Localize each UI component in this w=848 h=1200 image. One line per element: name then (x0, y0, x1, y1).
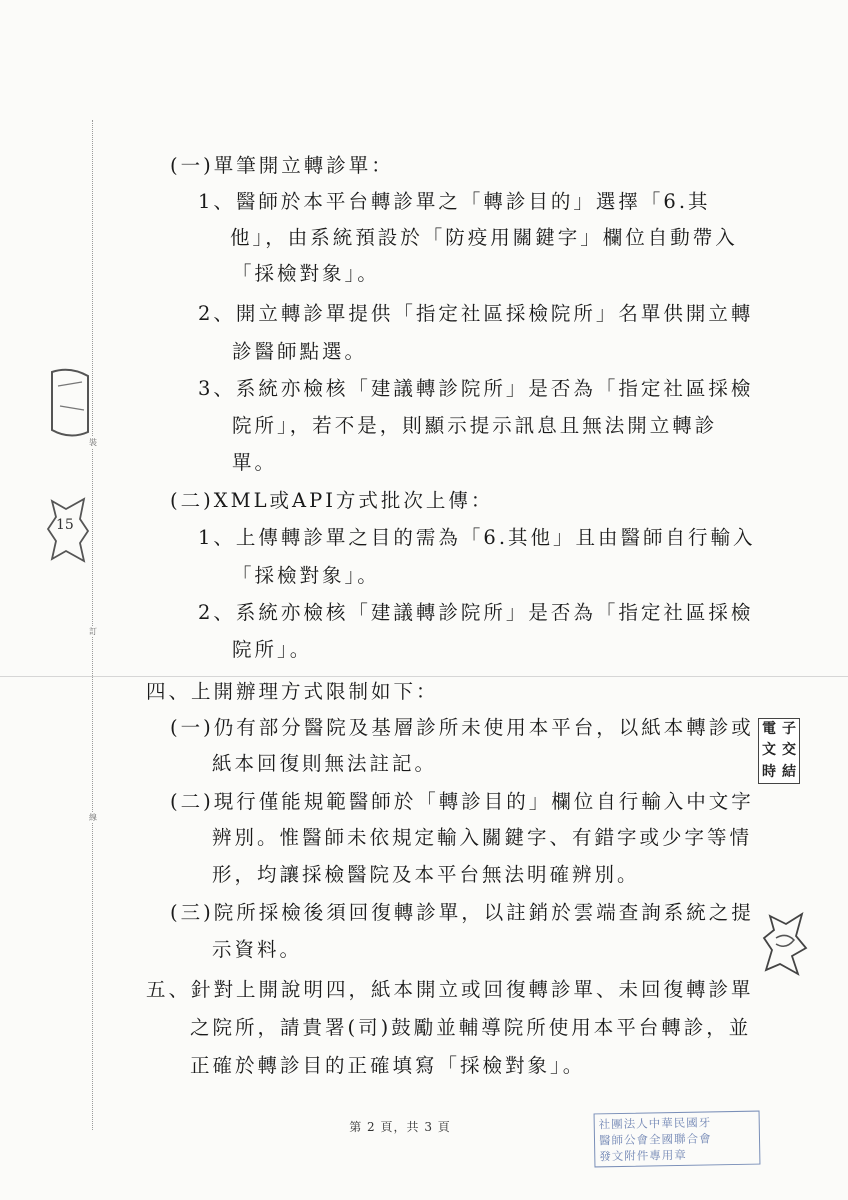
stamp-char: 文 (762, 742, 776, 759)
section-heading: (二)XML或API方式批次上傳： (170, 489, 494, 512)
stamp-char: 時 (762, 763, 776, 780)
list-item-line: (三)院所採檢後須回復轉診單，以註銷於雲端查詢系統之提 (170, 901, 754, 924)
list-item-line: 院所」。 (232, 638, 313, 661)
section-heading: 五、針對上開說明四，紙本開立或回復轉診單、未回復轉診單 (146, 978, 754, 1001)
list-item-line: 示資料。 (212, 938, 303, 961)
binding-dotted-line (92, 120, 93, 1130)
list-item-line: 院所」，若不是，則顯示提示訊息且無法開立轉診 (232, 414, 718, 437)
list-item-line: 辨別。惟醫師未依規定輸入關鍵字、有錯字或少字等情 (212, 826, 753, 849)
list-item-line: 單。 (232, 451, 278, 474)
half-seal-stamp-top (48, 366, 90, 438)
list-item-line: 2、系統亦檢核「建議轉診院所」是否為「指定社區採檢 (198, 601, 754, 624)
list-item-line: 他」，由系統預設於「防疫用關鍵字」欄位自動帶入 (230, 226, 738, 249)
list-item-line: 1、醫師於本平台轉診單之「轉診目的」選擇「6.其 (198, 190, 711, 213)
list-item-line: 正確於轉診目的正確填寫「採檢對象」。 (190, 1054, 586, 1077)
list-item-line: 之院所，請貴署(司)鼓勵並輔導院所使用本平台轉診，並 (190, 1016, 752, 1039)
electronic-document-stamp (758, 718, 800, 784)
binding-mark-xian: 線 (89, 813, 97, 822)
binding-mark-ding: 訂 (89, 627, 97, 636)
stamp-char: 交 (782, 742, 796, 759)
section-heading: (一)單筆開立轉診單： (170, 154, 394, 177)
partial-seal-stamp (762, 908, 808, 978)
stamp-char: 電 (762, 721, 776, 737)
list-item-line: 診醫師點選。 (232, 340, 368, 363)
list-item-line: (二)現行僅能規範醫師於「轉診目的」欄位自行輸入中文字 (170, 790, 754, 813)
list-item-line: 3、系統亦檢核「建議轉診院所」是否為「指定社區採檢 (198, 377, 754, 400)
stamp-char: 子 (782, 721, 796, 737)
association-seal-stamp (594, 1111, 761, 1168)
list-item-line: 「採檢對象」。 (232, 564, 380, 587)
list-item-line: 1、上傳轉診單之目的需為「6.其他」且由醫師自行輸入 (198, 526, 756, 549)
list-item-line: 形，均讓採檢醫院及本平台無法明確辨別。 (212, 863, 640, 886)
stamp-char: 結 (782, 763, 796, 780)
half-seal-stamp-page (46, 497, 90, 563)
seal-line: 發文附件專用章 (599, 1147, 687, 1164)
list-item-line: 紙本回復則無法註記。 (212, 752, 438, 775)
binding-mark-zhuang: 裝 (89, 438, 97, 447)
list-item-line: 2、開立轉診單提供「指定社區採檢院所」名單供開立轉 (198, 302, 754, 325)
seal-line: 社團法人中華民國牙 (598, 1115, 712, 1132)
seal-page-number: 15 (56, 517, 74, 533)
list-item-line: 「採檢對象」。 (232, 262, 380, 285)
section-heading: 四、上開辦理方式限制如下： (146, 680, 439, 703)
seal-line: 醫師公會全國聯合會 (598, 1131, 712, 1148)
list-item-line: (一)仍有部分醫院及基層診所未使用本平台，以紙本轉診或 (170, 716, 754, 739)
page-number: 第 2 頁，共 3 頁 (349, 1120, 451, 1134)
